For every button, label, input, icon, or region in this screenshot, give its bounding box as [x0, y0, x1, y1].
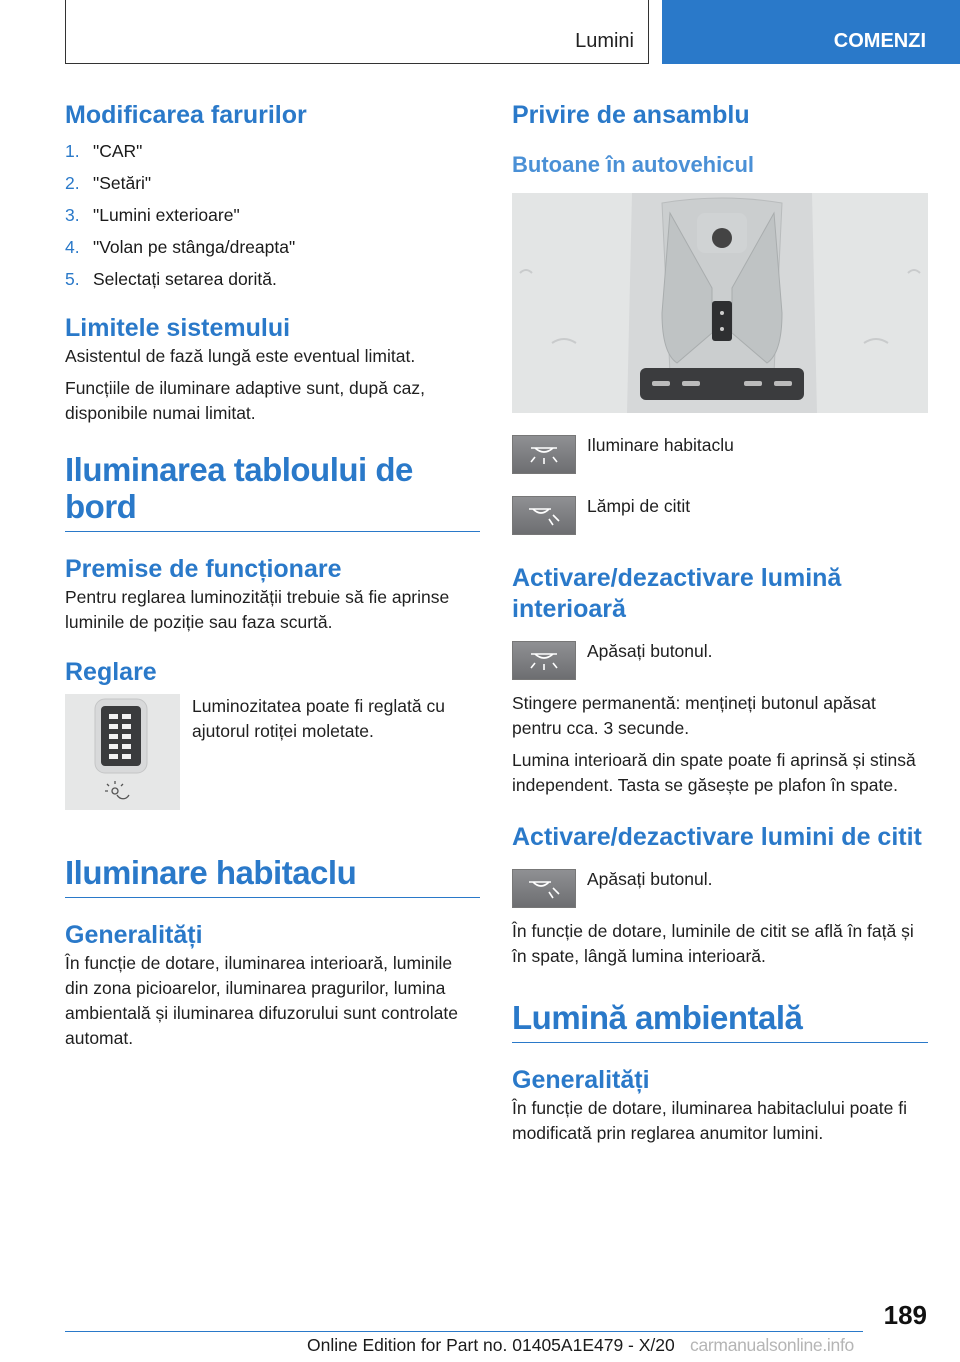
interior-light-button-icon — [512, 641, 576, 680]
interior-general-text: În funcție de dotare, iluminarea interioară, luminile din zona picioarelor, iluminarea pragurilor, lumina ambientală și iluminarea difuzorului sunt controlate automat. — [65, 953, 458, 1048]
limits-title: Limitele sistemului — [65, 314, 291, 342]
header-chapter-tab — [662, 0, 960, 64]
dashboard-heading — [65, 451, 480, 532]
watermark: carmanualsonline.info — [690, 1335, 854, 1355]
interior-light-label: Iluminare habitaclu — [587, 435, 734, 455]
adjust-text: Luminozitatea poate fi reglată cu ajutorul rotiței moletate. — [192, 696, 445, 741]
reading-light-label: Lămpi de citit — [587, 496, 691, 516]
right-column — [512, 100, 928, 1146]
ambient-general-title: Generalități — [512, 1066, 650, 1094]
header-section-box — [65, 0, 649, 64]
interior-title: Iluminare habitaclu — [65, 854, 357, 891]
interior-heading — [65, 854, 480, 898]
left-column — [65, 100, 480, 1051]
reading-light-legend — [512, 494, 928, 535]
reading-toggle-title: Activare/dezactivare lumini de citit — [512, 823, 922, 851]
overview-subtitle: Butoane în autovehicul — [512, 152, 755, 177]
overview-title: Privire de ansamblu — [512, 101, 750, 129]
interior-toggle-text-2: Lumina interioară din spate poate fi aprinsă și stinsă independent. Tasta se găsește pe plafon în spate. — [512, 750, 916, 795]
limits-text-2: Funcțiile de iluminare adaptive sunt, după caz, disponibile numai limitat. — [65, 378, 425, 423]
interior-toggle-text-1: Stingere permanentă: mențineți butonul apăsat pentru cca. 3 secunde. — [512, 693, 876, 738]
list-item: 5. Selectați setarea dorită. — [65, 269, 277, 289]
adjust-row — [65, 694, 480, 810]
thumbwheel-image — [65, 694, 180, 810]
interior-toggle-row — [512, 639, 928, 680]
ambient-heading — [512, 999, 928, 1043]
limits-text-1: Asistentul de fază lungă este eventual limitat. — [65, 346, 416, 366]
list-item: 1. "CAR" — [65, 141, 143, 161]
list-item: 3. "Lumini exterioare" — [65, 205, 240, 225]
prereq-title: Premise de funcționare — [65, 555, 342, 583]
reading-toggle-text: În funcție de dotare, luminile de citit se află în față și în spate, lângă lumina interioară. — [512, 921, 914, 966]
page-number: 189 — [883, 1300, 927, 1330]
section-title: Lumini — [575, 30, 634, 52]
ambient-title: Lumină ambientală — [512, 999, 803, 1036]
reading-toggle-row — [512, 867, 928, 908]
list-item: 4. "Volan pe stânga/dreapta" — [65, 237, 296, 257]
interior-light-button-icon — [512, 435, 576, 474]
headlight-steps — [65, 135, 480, 295]
adjust-title: Reglare — [65, 658, 157, 686]
interior-toggle-title: Activare/dezactivare lumină interioară — [512, 564, 842, 623]
edition-text: Online Edition for Part no. 01405A1E479 - X/20 — [307, 1335, 675, 1355]
chapter-title: COMENZI — [833, 30, 926, 52]
headlight-title: Modificarea farurilor — [65, 101, 307, 129]
reading-light-button-icon — [512, 496, 576, 535]
dashboard-title: Iluminarea tabloului de bord — [65, 451, 413, 525]
prereq-text: Pentru reglarea luminozității trebuie să fie aprinse luminile de poziție sau faza scurtă. — [65, 587, 450, 632]
list-item: 2. "Setări" — [65, 173, 152, 193]
interior-general-title: Generalități — [65, 921, 203, 949]
interior-light-legend — [512, 433, 928, 474]
reading-light-button-icon — [512, 869, 576, 908]
footer-divider — [65, 1331, 863, 1332]
ambient-general-text: În funcție de dotare, iluminarea habitaclului poate fi modificată prin reglarea anumitor lumini. — [512, 1098, 907, 1143]
overhead-console-image — [512, 193, 928, 413]
reading-toggle-action: Apăsați butonul. — [587, 869, 713, 889]
interior-toggle-action: Apăsați butonul. — [587, 641, 713, 661]
